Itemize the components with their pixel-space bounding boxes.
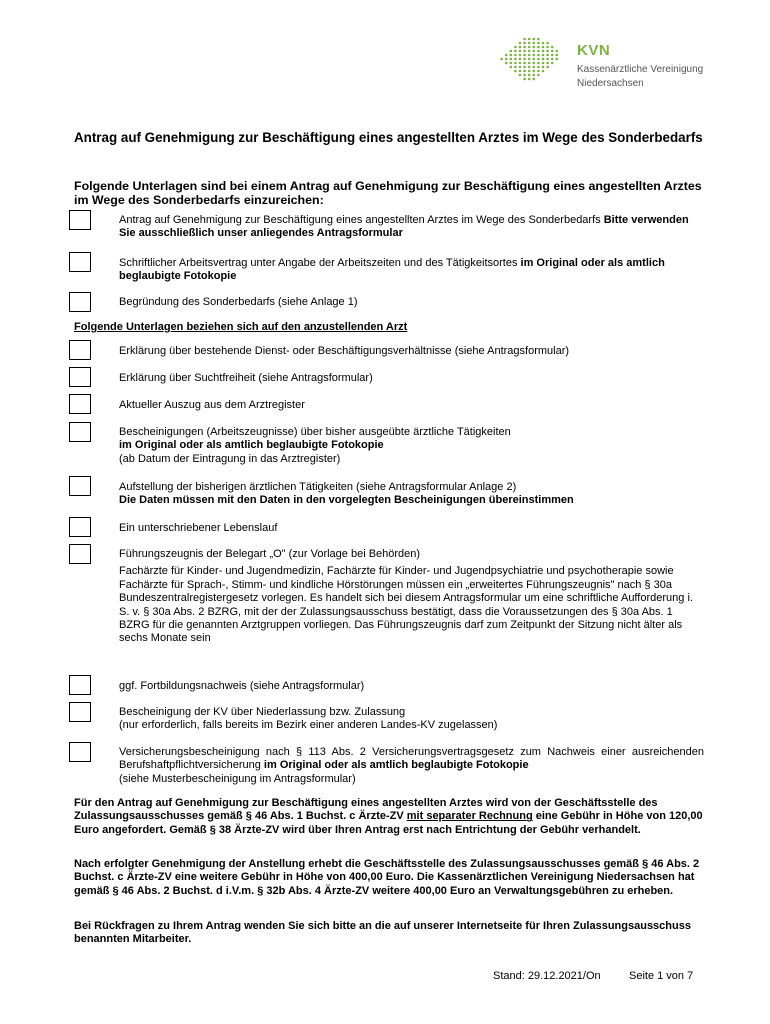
fee-paragraph-3: Bei Rückfragen zu Ihrem Antrag wenden Sie sich bitte an die auf unserer Internetseite für Ihren Zulassungsausschuss benannten Mitarbeiter.	[74, 920, 691, 946]
item-arbeitsvertrag	[119, 257, 704, 284]
arzt-subheading: Folgende Unterlagen beziehen sich auf den anzustellenden Arzt	[74, 321, 408, 333]
fee1-part1: Für den Antrag auf Genehmigung zur Beschäftigung eines angestellten Arztes wird von der Geschäftsstelle des Zulassungsausschusses gemäß § 46 Abs. 1 Buchst. c Ärzte-ZV	[74, 797, 658, 823]
fee-paragraph-1	[74, 797, 704, 837]
checkbox-sucht[interactable]	[69, 367, 91, 387]
item-fuehrungszeugnis-note: Fachärzte für Kinder- und Jugendmedizin, Fachärzte für Kinder- und Jugendpsychiatrie und psychotherapie sowie Fachärzte für Sprach-, Stimm- und kindliche Hörstörungen müssen ein „erweitertes Führungszeugnis" nach § 30a Bundeszentralregistergesetz vorlegen. Es handelt sich bei diesem Antragsformular um eine schriftliche Aufforderung i. S. v. § 30a Abs. 2 BZRG, mit der der Zulassungsausschuss bestätigt, dass die Voraussetzungen des § 30a Abs. 1 BZRG für die genannten Arztgruppen vorliegen. Das Führungszeugnis darf zum Zeitpunkt der Sitzung nicht älter als sechs Monate sein	[119, 565, 693, 645]
item-antragsformular-bold: Bitte verwenden Sie ausschließlich unser anliegendes Antragsformular	[119, 214, 689, 240]
checkbox-register[interactable]	[69, 394, 91, 414]
intro-text: Folgende Unterlagen sind bei einem Antrag auf Genehmigung zur Beschäftigung eines angestellten Arztes im Wege des Sonderbedarfs einzureichen:	[74, 179, 702, 207]
item-fuehrungszeugnis-line1: Führungszeugnis der Belegart „O" (zur Vorlage bei Behörden)	[119, 548, 421, 560]
item-versicherung-bold: im Original oder als amtlich beglaubigte Fotokopie	[263, 759, 529, 772]
item-begruendung: Begründung des Sonderbedarfs (siehe Anlage 1)	[119, 296, 358, 308]
footer-page-number: Seite 1 von 7	[629, 970, 694, 982]
item-bescheinigungen-bold: im Original oder als amtlich beglaubigte Fotokopie	[119, 439, 384, 452]
item-niederlassung-line2: (nur erforderlich, falls bereits im Bezirk einer anderen Landes-KV zugelassen)	[119, 719, 498, 732]
checkbox-bescheinigungen[interactable]	[69, 422, 91, 442]
item-fortbildung: ggf. Fortbildungsnachweis (siehe Antragsformular)	[119, 680, 365, 692]
checkbox-begruendung[interactable]	[69, 292, 91, 312]
checkbox-versicherung[interactable]	[69, 742, 91, 762]
logo-title: KVN	[577, 42, 611, 59]
item-versicherung-line3: (siehe Musterbescheinigung im Antragsformular)	[119, 772, 356, 785]
fee-paragraph-2: Nach erfolgter Genehmigung der Anstellung erhebt die Geschäftsstelle des Zulassungsausschusses gemäß § 46 Abs. 2 Buchst. c Ärzte-ZV eine weitere Gebühr in Höhe von 400,00 Euro. Die Kassenärztlichen Vereinigung Niedersachsen hat gemäß § 46 Abs. 2 Buchst. d i.V.m. § 32b Abs. 4 Ärzte-ZV weitere 400,00 Euro an Verwaltungsgebühren zu erheben.	[74, 858, 700, 897]
item-fuehrungszeugnis	[119, 548, 704, 646]
item-bescheinigungen	[119, 426, 704, 466]
logo-subtitle-line1: Kassenärztliche Vereinigung	[577, 64, 704, 75]
item-aufstellung-line1: Aufstellung der bisherigen ärztlichen Tätigkeiten (siehe Antragsformular Anlage 2)	[119, 481, 517, 493]
checkbox-lebenslauf[interactable]	[69, 517, 91, 537]
item-dienst: Erklärung über bestehende Dienst- oder Beschäftigungsverhältnisse (siehe Antragsformular)	[119, 345, 570, 357]
checkbox-fortbildung[interactable]	[69, 675, 91, 695]
fee1-underlined: mit separater Rechnung	[406, 810, 533, 823]
item-antragsformular-text: Antrag auf Genehmigung zur Beschäftigung eines angestellten Arztes im Wege des Sonderbedarfs	[119, 214, 604, 226]
checkbox-fuehrungszeugnis[interactable]	[69, 544, 91, 564]
logo-subtitle-line2: Niedersachsen	[577, 78, 644, 89]
logo-dot-map-icon	[494, 36, 570, 82]
item-register: Aktueller Auszug aus dem Arztregister	[119, 399, 305, 411]
item-lebenslauf: Ein unterschriebener Lebenslauf	[119, 522, 278, 534]
footer-stand: Stand: 29.12.2021/On	[493, 970, 601, 982]
item-bescheinigungen-line3: (ab Datum der Eintragung in das Arztregister)	[119, 452, 341, 465]
item-bescheinigungen-line1: Bescheinigungen (Arbeitszeugnisse) über bisher ausgeübte ärztliche Tätigkeiten	[119, 426, 511, 438]
item-versicherung-text: Versicherungsbescheinigung nach § 113 Abs. 2 Versicherungsvertragsgesetz zum Nachweis einer ausreichenden Berufshaftpflichtversicherung	[119, 746, 704, 772]
item-arbeitsvertrag-bold: im Original oder als amtlich beglaubigte Fotokopie	[119, 257, 665, 283]
item-versicherung	[119, 746, 704, 786]
checkbox-dienst[interactable]	[69, 340, 91, 360]
checkbox-aufstellung[interactable]	[69, 476, 91, 496]
checkbox-arbeitsvertrag[interactable]	[69, 252, 91, 272]
checkbox-antragsformular[interactable]	[69, 210, 91, 230]
checkbox-niederlassung[interactable]	[69, 702, 91, 722]
item-antragsformular	[119, 214, 704, 241]
fee1-part2: eine Gebühr in Höhe von 120,00 Euro angefordert. Gemäß § 38 Ärzte-ZV wird über Ihren Antrag erst nach Entrichtung der Gebühr verhandelt.	[74, 810, 703, 836]
document-title: Antrag auf Genehmigung zur Beschäftigung eines angestellten Arztes im Wege des Sonderbedarfs	[74, 130, 703, 145]
item-niederlassung	[119, 706, 704, 733]
item-arbeitsvertrag-text: Schriftlicher Arbeitsvertrag unter Angabe der Arbeitszeiten und des Tätigkeitsortes	[119, 257, 521, 269]
item-aufstellung-bold: Die Daten müssen mit den Daten in den vorgelegten Bescheinigungen übereinstimmen	[119, 494, 574, 507]
item-sucht: Erklärung über Suchtfreiheit (siehe Antragsformular)	[119, 372, 373, 384]
logo-subtitle	[577, 63, 703, 91]
kvn-logo	[494, 36, 714, 96]
item-niederlassung-line1: Bescheinigung der KV über Niederlassung bzw. Zulassung	[119, 706, 406, 718]
item-aufstellung	[119, 481, 704, 508]
